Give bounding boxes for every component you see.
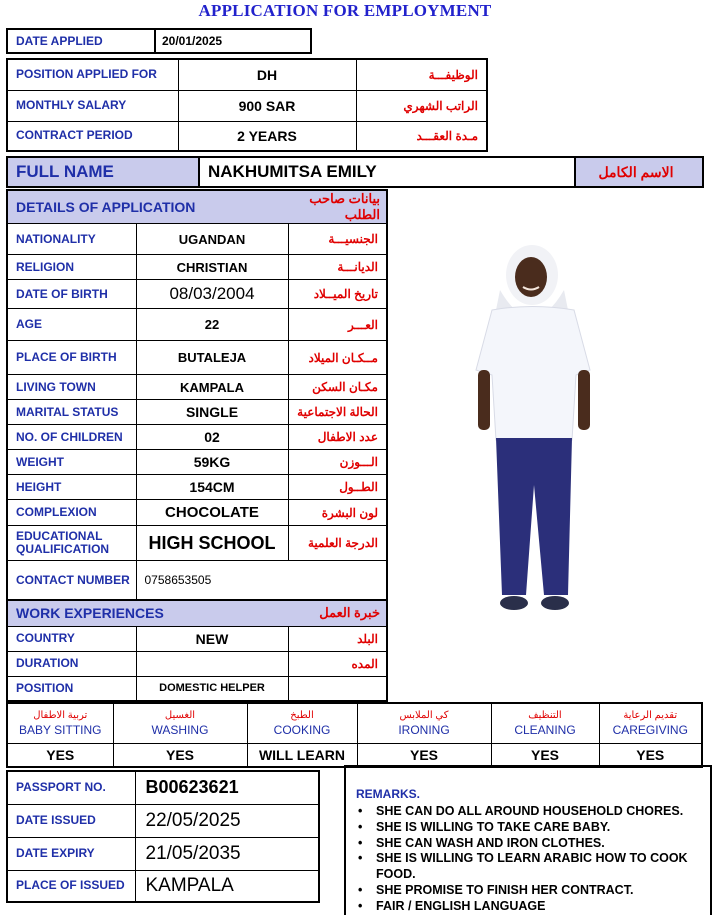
- skill-value: YES: [491, 743, 599, 767]
- detail-label: WEIGHT: [7, 450, 136, 475]
- detail-value: 59KG: [136, 450, 288, 475]
- salary-value: 900 SAR: [178, 90, 356, 121]
- detail-label: NO. OF CHILDREN: [7, 425, 136, 450]
- passport-label: PASSPORT NO.: [7, 771, 135, 804]
- detail-label: RELIGION: [7, 255, 136, 280]
- detail-label: NATIONALITY: [7, 224, 136, 255]
- detail-ar: الحالة الاجتماعية: [288, 400, 387, 425]
- work-ar: المده: [288, 651, 387, 676]
- contact-number-value: 0758653505: [136, 561, 387, 601]
- skill-en: BABY SITTING: [19, 723, 102, 738]
- contract-label: CONTRACT PERIOD: [7, 121, 178, 151]
- full-name-ar: الاسم الكامل: [575, 157, 703, 187]
- detail-label: COMPLEXION: [7, 500, 136, 526]
- skill-value: WILL LEARN: [247, 743, 357, 767]
- work-ar: [288, 676, 387, 701]
- detail-value: CHRISTIAN: [136, 255, 288, 280]
- remark-item: • SHE IS WILLING TO LEARN ARABIC HOW TO COOK FOOD.: [356, 851, 710, 883]
- remarks-box: [344, 765, 712, 915]
- detail-ar: مكـان السكن: [288, 375, 387, 400]
- passport-value: 21/05/2035: [135, 837, 319, 870]
- passport-label: DATE EXPIRY: [7, 837, 135, 870]
- remark-item: • FAIR / ENGLISH LANGUAGE: [356, 899, 710, 915]
- date-applied-table: [6, 28, 312, 54]
- detail-label: AGE: [7, 309, 136, 341]
- passport-label: PLACE OF ISSUED: [7, 870, 135, 902]
- detail-value: KAMPALA: [136, 375, 288, 400]
- passport-value: 22/05/2025: [135, 804, 319, 837]
- detail-ar: لون البشرة: [288, 500, 387, 526]
- skill-header: [247, 703, 357, 743]
- photo-face: [515, 257, 547, 297]
- detail-value: SINGLE: [136, 400, 288, 425]
- skill-ar: تربية الاطفال: [33, 710, 88, 722]
- detail-label: CONTACT NUMBER: [7, 561, 136, 601]
- full-name-table: [6, 156, 704, 188]
- photo-trousers: [496, 438, 572, 595]
- skill-ar: التنظيف: [528, 710, 562, 722]
- position-label: POSITION APPLIED FOR: [7, 59, 178, 90]
- detail-value: CHOCOLATE: [136, 500, 288, 526]
- detail-ar: عدد الاطفال: [288, 425, 387, 450]
- skill-en: WASHING: [151, 723, 209, 738]
- passport-label: DATE ISSUED: [7, 804, 135, 837]
- detail-ar: الـــوزن: [288, 450, 387, 475]
- detail-label: MARITAL STATUS: [7, 400, 136, 425]
- skill-en: CLEANING: [514, 723, 576, 738]
- contract-value: 2 YEARS: [178, 121, 356, 151]
- detail-value: 08/03/2004: [136, 280, 288, 309]
- detail-ar: تاريخ الميــلاد: [288, 280, 387, 309]
- remark-item: • SHE CAN DO ALL AROUND HOUSEHOLD CHORES.: [356, 804, 710, 820]
- skill-header: [7, 703, 113, 743]
- detail-value: HIGH SCHOOL: [136, 526, 288, 561]
- details-header: DETAILS OF APPLICATION: [7, 190, 288, 224]
- skill-ar: تقديم الرعاية: [623, 710, 678, 722]
- skill-value: YES: [599, 743, 702, 767]
- detail-ar: الجنسيـــة: [288, 224, 387, 255]
- detail-ar: مــكـان الميلاد: [288, 341, 387, 375]
- passport-value: KAMPALA: [135, 870, 319, 902]
- detail-label: HEIGHT: [7, 475, 136, 500]
- full-name-label: FULL NAME: [7, 157, 199, 187]
- passport-value: B00623621: [135, 771, 319, 804]
- work-value: NEW: [136, 626, 288, 651]
- photo-right-arm: [578, 370, 590, 430]
- skill-ar: كي الملابس: [399, 710, 449, 722]
- work-value: DOMESTIC HELPER: [136, 676, 288, 701]
- detail-label: LIVING TOWN: [7, 375, 136, 400]
- page-title: APPLICATION FOR EMPLOYMENT: [198, 1, 492, 20]
- photo-shirt: [476, 307, 590, 441]
- details-table: [6, 189, 388, 602]
- skill-value: YES: [113, 743, 247, 767]
- skill-en: CAREGIVING: [612, 723, 688, 738]
- detail-ar: العـــر: [288, 309, 387, 341]
- contract-ar: مـدة العقـــد: [356, 121, 487, 151]
- detail-value: UGANDAN: [136, 224, 288, 255]
- skill-en: COOKING: [273, 723, 331, 738]
- skill-en: IRONING: [398, 723, 450, 738]
- detail-label: PLACE OF BIRTH: [7, 341, 136, 375]
- skills-table: [6, 702, 703, 768]
- remark-item: • SHE IS WILLING TO TAKE CARE BABY.: [356, 820, 710, 836]
- skill-value: YES: [357, 743, 491, 767]
- detail-value: 154CM: [136, 475, 288, 500]
- remark-item: • SHE PROMISE TO FINISH HER CONTRACT.: [356, 883, 710, 899]
- job-info-table: [6, 58, 488, 152]
- remarks-title: REMARKS.: [356, 787, 421, 801]
- full-name-value: NAKHUMITSA EMILY: [199, 157, 575, 187]
- detail-value: BUTALEJA: [136, 341, 288, 375]
- work-table: [6, 599, 388, 702]
- work-header: WORK EXPERIENCES: [7, 600, 288, 626]
- skill-ar: الغسيل: [164, 710, 196, 722]
- skill-header: [113, 703, 247, 743]
- details-header-ar: بيانات صاحب الطلب: [288, 190, 387, 224]
- photo-left-shoe: [500, 596, 528, 610]
- detail-ar: الديانـــة: [288, 255, 387, 280]
- date-applied-value: 20/01/2025: [155, 29, 311, 53]
- position-value: DH: [178, 59, 356, 90]
- salary-label: MONTHLY SALARY: [7, 90, 178, 121]
- detail-value: 22: [136, 309, 288, 341]
- skill-value: YES: [7, 743, 113, 767]
- detail-value: 02: [136, 425, 288, 450]
- work-header-ar: خبرة العمل: [288, 600, 387, 626]
- photo-right-shoe: [541, 596, 569, 610]
- work-label: DURATION: [7, 651, 136, 676]
- detail-label: DATE OF BIRTH: [7, 280, 136, 309]
- skill-header: [599, 703, 702, 743]
- work-label: COUNTRY: [7, 626, 136, 651]
- date-applied-label: DATE APPLIED: [7, 29, 155, 53]
- work-label: POSITION: [7, 676, 136, 701]
- salary-ar: الراتب الشهري: [356, 90, 487, 121]
- skill-header: [491, 703, 599, 743]
- skill-ar: الطبخ: [290, 710, 314, 722]
- position-ar: الوظيفـــة: [356, 59, 487, 90]
- detail-ar: الدرجة العلمية: [288, 526, 387, 561]
- remark-item: • SHE CAN WASH AND IRON CLOTHES.: [356, 836, 710, 852]
- photo-left-arm: [478, 370, 490, 430]
- applicant-photo: [440, 235, 640, 620]
- work-value: [136, 651, 288, 676]
- work-ar: البلد: [288, 626, 387, 651]
- skill-header: [357, 703, 491, 743]
- detail-label: EDUCATIONAL QUALIFICATION: [7, 526, 136, 561]
- passport-table: [6, 770, 320, 903]
- detail-ar: الطــول: [288, 475, 387, 500]
- remarks-list: [356, 804, 710, 915]
